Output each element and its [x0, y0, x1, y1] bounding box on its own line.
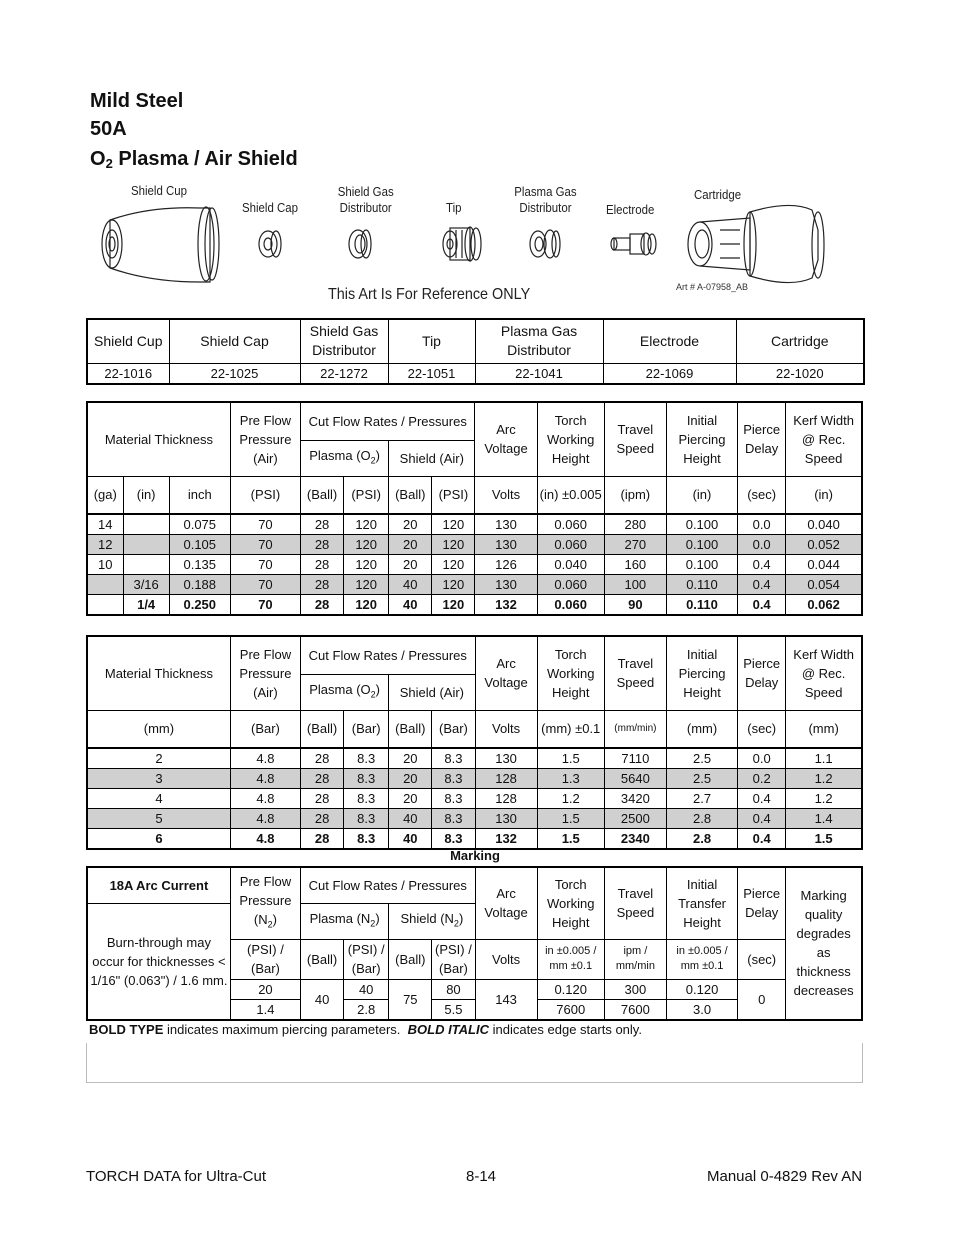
- table-cell: 1.5: [537, 748, 604, 769]
- table-cell: 8.3: [432, 748, 475, 769]
- value-cell: 3.0: [666, 999, 737, 1020]
- table-cell: 120: [432, 575, 475, 595]
- unit-cell: (mm/min): [604, 710, 666, 748]
- value-cell: 5.5: [432, 999, 475, 1020]
- table-cell: 28: [301, 514, 344, 535]
- table-cell: 0.040: [537, 555, 604, 575]
- unit-cell: ipm / mm/min: [604, 939, 666, 979]
- table-cell: 28: [301, 595, 344, 616]
- header-pierce-delay: Pierce Delay: [738, 867, 786, 939]
- table-cell: 120: [432, 555, 475, 575]
- value-cell: 2.8: [344, 999, 389, 1020]
- table-cell: 20: [389, 555, 432, 575]
- table-cell: 20: [389, 748, 432, 769]
- unit-cell: in ±0.005 / mm ±0.1: [666, 939, 737, 979]
- unit-cell: (Bar): [432, 710, 475, 748]
- marking-section-title: Marking: [450, 848, 500, 863]
- table-cell: 1.2: [786, 789, 862, 809]
- part-number-cell: 22-1020: [736, 363, 864, 384]
- table-cell: 8.3: [432, 789, 475, 809]
- label-shield-gas-distributor: Shield Gas Distributor: [337, 184, 394, 215]
- value-cell: 1.4: [230, 999, 300, 1020]
- header-cut-flow: Cut Flow Rates / Pressures: [301, 867, 475, 903]
- table-cell: 0.2: [738, 769, 786, 789]
- table-cell: 1.4: [786, 809, 862, 829]
- table-cell: 40: [389, 575, 432, 595]
- header-travel-speed: Travel Speed: [604, 636, 666, 710]
- value-cell: 7600: [604, 999, 666, 1020]
- unit-cell: (sec): [738, 939, 786, 979]
- table-cell: 70: [230, 514, 300, 535]
- unit-cell: Volts: [475, 939, 537, 979]
- mm-header-row-1: [87, 636, 862, 674]
- marking-chart: [86, 866, 863, 1021]
- marking-header-row-1: [87, 867, 862, 903]
- part-number-cell: 22-1025: [169, 363, 300, 384]
- notes-box: [86, 1043, 863, 1083]
- table-cell: 40: [389, 829, 432, 850]
- table-cell: 0.110: [666, 595, 737, 616]
- table-cell: 7110: [604, 748, 666, 769]
- parts-header-row: [87, 319, 864, 363]
- table-cell: 5: [87, 809, 230, 829]
- parts-header-cell: Tip: [388, 319, 475, 363]
- table-cell: 4.8: [230, 829, 300, 850]
- table-cell: 0.110: [666, 575, 737, 595]
- header-travel-speed: Travel Speed: [604, 402, 666, 476]
- header-arc-voltage: Arc Voltage: [475, 636, 537, 710]
- table-row: [87, 535, 862, 555]
- unit-cell: (Ball): [301, 939, 344, 979]
- value-cell: 75: [389, 979, 432, 1020]
- table-cell: 0.4: [738, 595, 786, 616]
- table-cell: 130: [475, 809, 537, 829]
- inch-cut-chart: [86, 401, 863, 616]
- table-cell: 6: [87, 829, 230, 850]
- table-cell: 2: [87, 748, 230, 769]
- table-cell: 20: [389, 789, 432, 809]
- header-initial-piercing: Initial Piercing Height: [666, 402, 737, 476]
- label-tip: Tip: [446, 200, 462, 215]
- table-cell: 3420: [604, 789, 666, 809]
- unit-cell: (Ball): [389, 476, 432, 514]
- page-title-material: Mild Steel: [90, 90, 184, 112]
- parts-header-cell: Shield Cap: [169, 319, 300, 363]
- table-cell: 90: [604, 595, 666, 616]
- table-cell: 28: [301, 789, 344, 809]
- table-cell: 28: [301, 829, 344, 850]
- table-cell: 0.4: [738, 575, 786, 595]
- table-cell: [87, 575, 123, 595]
- legend-bold-italic-label: BOLD ITALIC: [407, 1022, 489, 1037]
- value-cell: 0.120: [537, 979, 604, 999]
- table-cell: [123, 514, 169, 535]
- unit-cell: (Ball): [301, 710, 344, 748]
- table-row: [87, 809, 862, 829]
- mm-units-row: [87, 710, 862, 748]
- table-cell: 3/16: [123, 575, 169, 595]
- label-electrode: Electrode: [606, 202, 655, 217]
- part-number-cell: 22-1016: [87, 363, 169, 384]
- value-cell: 0: [738, 979, 786, 1020]
- table-cell: 4.8: [230, 789, 300, 809]
- table-cell: 8.3: [344, 748, 389, 769]
- tip-drawing: [443, 227, 481, 261]
- label-cartridge: Cartridge: [694, 187, 742, 202]
- table-cell: 120: [344, 595, 389, 616]
- unit-cell: (PSI): [432, 476, 475, 514]
- unit-cell: (Ball): [301, 476, 344, 514]
- unit-cell: (PSI) / (Bar): [432, 939, 475, 979]
- header-material-thickness: Material Thickness: [87, 636, 230, 710]
- table-cell: 70: [230, 595, 300, 616]
- unit-cell: (Bar): [344, 710, 389, 748]
- value-cell: 0.120: [666, 979, 737, 999]
- table-cell: 0.040: [786, 514, 862, 535]
- table-cell: 0.0: [738, 748, 786, 769]
- table-cell: 4.8: [230, 809, 300, 829]
- table-cell: 1.2: [537, 789, 604, 809]
- table-cell: 70: [230, 535, 300, 555]
- table-cell: 70: [230, 575, 300, 595]
- value-cell: 80: [432, 979, 475, 999]
- table-cell: 120: [432, 535, 475, 555]
- table-cell: 100: [604, 575, 666, 595]
- table-cell: 0.4: [738, 829, 786, 850]
- unit-cell: (ga): [87, 476, 123, 514]
- unit-cell: inch: [169, 476, 230, 514]
- table-cell: 130: [475, 575, 537, 595]
- table-cell: 8.3: [344, 809, 389, 829]
- table-cell: 0.4: [738, 789, 786, 809]
- table-row: [87, 575, 862, 595]
- table-cell: 2500: [604, 809, 666, 829]
- metric-cut-chart: [86, 635, 863, 850]
- header-pierce-delay: Pierce Delay: [738, 402, 786, 476]
- plasma-gas-distributor-drawing: [530, 230, 560, 258]
- art-number: Art # A-07958_AB: [676, 282, 749, 292]
- unit-cell: (mm): [666, 710, 737, 748]
- table-cell: 0.060: [537, 535, 604, 555]
- table-cell: 28: [301, 555, 344, 575]
- burn-through-note: Burn-through may occur for thicknesses < 1/16" (0.063") / 1.6 mm.: [87, 903, 230, 1020]
- value-cell: 7600: [537, 999, 604, 1020]
- table-cell: 8.3: [344, 789, 389, 809]
- table-cell: 0.060: [537, 575, 604, 595]
- unit-cell: (PSI) / (Bar): [344, 939, 389, 979]
- marking-quality-note: Marking quality degrades as thickness decreases: [786, 867, 862, 1020]
- table-cell: 0.100: [666, 555, 737, 575]
- table-cell: 0.4: [738, 809, 786, 829]
- part-number-cell: 22-1051: [388, 363, 475, 384]
- table-cell: 12: [87, 535, 123, 555]
- table-cell: 2.8: [666, 829, 737, 850]
- table-cell: 2.8: [666, 809, 737, 829]
- table-cell: 126: [475, 555, 537, 575]
- table-cell: 132: [475, 595, 537, 616]
- mm-data-body: [87, 748, 862, 849]
- unit-cell: (in) ±0.005: [537, 476, 604, 514]
- table-cell: 1.5: [786, 829, 862, 850]
- table-cell: 2340: [604, 829, 666, 850]
- header-kerf-width: Kerf Width @ Rec. Speed: [786, 402, 862, 476]
- table-cell: 0.044: [786, 555, 862, 575]
- table-cell: 14: [87, 514, 123, 535]
- value-cell: 40: [301, 979, 344, 1020]
- unit-cell: (sec): [738, 710, 786, 748]
- table-cell: 0.100: [666, 535, 737, 555]
- table-cell: [123, 535, 169, 555]
- table-row: [87, 829, 862, 850]
- unit-cell: (mm): [87, 710, 230, 748]
- unit-cell: (in): [123, 476, 169, 514]
- table-cell: 0.250: [169, 595, 230, 616]
- parts-header-cell: Shield Cup: [87, 319, 169, 363]
- header-plasma-n2: Plasma $(N_2)$: [301, 903, 389, 939]
- table-cell: 20: [389, 769, 432, 789]
- table-row: [87, 555, 862, 575]
- table-cell: 8.3: [432, 809, 475, 829]
- torch-parts-illustration: [90, 190, 850, 286]
- part-number-cell: 22-1069: [603, 363, 736, 384]
- table-cell: 2.5: [666, 748, 737, 769]
- table-cell: 0.135: [169, 555, 230, 575]
- unit-cell: in ±0.005 / mm ±0.1: [537, 939, 604, 979]
- table-cell: 2.5: [666, 769, 737, 789]
- header-pre-flow: Pre Flow Pressure (Air): [230, 402, 300, 476]
- header-pre-flow-n2: Pre Flow Pressure $(N_2)$: [230, 867, 300, 939]
- header-pre-flow: Pre Flow Pressure (Air): [230, 636, 300, 710]
- table-cell: 120: [432, 514, 475, 535]
- table-cell: 0.075: [169, 514, 230, 535]
- table-cell: 0.060: [537, 595, 604, 616]
- footer-page-number: 8-14: [466, 1168, 497, 1185]
- inch-data-body: [87, 514, 862, 615]
- table-cell: 4.8: [230, 748, 300, 769]
- unit-cell: Volts: [475, 710, 537, 748]
- table-cell: 28: [301, 748, 344, 769]
- header-shield-n2: Shield $(N_2)$: [389, 903, 475, 939]
- parts-header-cell: Plasma Gas Distributor: [475, 319, 603, 363]
- table-cell: 10: [87, 555, 123, 575]
- table-row: [87, 514, 862, 535]
- unit-cell: (Ball): [389, 939, 432, 979]
- table-cell: 130: [475, 514, 537, 535]
- header-arc-voltage: Arc Voltage: [475, 402, 537, 476]
- table-cell: 5640: [604, 769, 666, 789]
- label-shield-cap: Shield Cap: [242, 200, 298, 215]
- inch-header-row-1: [87, 402, 862, 440]
- header-shield-air: Shield (Air): [389, 440, 475, 476]
- unit-cell: (ipm): [604, 476, 666, 514]
- unit-cell: Volts: [475, 476, 537, 514]
- header-arc-voltage: Arc Voltage: [475, 867, 537, 939]
- unit-cell: (PSI): [344, 476, 389, 514]
- shield-cup-drawing: [102, 207, 219, 282]
- unit-cell: (PSI) / (Bar): [230, 939, 300, 979]
- table-cell: 0.0: [738, 514, 786, 535]
- table-cell: 0.4: [738, 555, 786, 575]
- table-cell: 0.105: [169, 535, 230, 555]
- table-cell: 120: [344, 575, 389, 595]
- table-row: [87, 595, 862, 616]
- parts-number-row: [87, 363, 864, 384]
- legend-bold-text: indicates maximum piercing parameters.: [163, 1022, 401, 1037]
- header-pierce-delay: Pierce Delay: [738, 636, 786, 710]
- table-cell: 1.5: [537, 809, 604, 829]
- table-cell: 128: [475, 769, 537, 789]
- value-cell: 300: [604, 979, 666, 999]
- unit-cell: (mm) ±0.1: [537, 710, 604, 748]
- header-kerf-width: Kerf Width @ Rec. Speed: [786, 636, 862, 710]
- header-shield-air: Shield (Air): [389, 674, 475, 710]
- inch-units-row: [87, 476, 862, 514]
- table-cell: 0.188: [169, 575, 230, 595]
- table-cell: 280: [604, 514, 666, 535]
- cartridge-drawing: [688, 205, 824, 282]
- table-cell: 130: [475, 748, 537, 769]
- value-cell: 143: [475, 979, 537, 1020]
- part-number-cell: 22-1272: [300, 363, 388, 384]
- table-cell: 1.2: [786, 769, 862, 789]
- unit-cell: (in): [666, 476, 737, 514]
- table-cell: 1.3: [537, 769, 604, 789]
- value-cell: 20: [230, 979, 300, 999]
- part-number-cell: 22-1041: [475, 363, 603, 384]
- legend-bold-label: BOLD TYPE: [89, 1022, 164, 1037]
- legend-bold-italic-text: indicates edge starts only.: [488, 1022, 642, 1037]
- table-cell: [123, 555, 169, 575]
- header-travel-speed: Travel Speed: [604, 867, 666, 939]
- table-cell: 120: [344, 555, 389, 575]
- table-row: [87, 748, 862, 769]
- unit-cell: (mm): [786, 710, 862, 748]
- header-torch-height: Torch Working Height: [537, 867, 604, 939]
- table-cell: 70: [230, 555, 300, 575]
- reference-note: This Art Is For Reference ONLY: [328, 286, 531, 303]
- table-cell: 28: [301, 809, 344, 829]
- table-cell: 1/4: [123, 595, 169, 616]
- parts-header-cell: Shield Gas Distributor: [300, 319, 388, 363]
- table-cell: 8.3: [432, 769, 475, 789]
- unit-cell: (Ball): [389, 710, 432, 748]
- label-shield-cup: Shield Cup: [131, 183, 187, 198]
- unit-cell: (PSI): [230, 476, 300, 514]
- table-cell: 132: [475, 829, 537, 850]
- header-cut-flow: Cut Flow Rates / Pressures: [301, 636, 475, 674]
- table-cell: 160: [604, 555, 666, 575]
- table-cell: 2.7: [666, 789, 737, 809]
- header-plasma-o2: Plasma $(O_2)$: [301, 440, 389, 476]
- table-cell: 28: [301, 575, 344, 595]
- table-cell: 8.3: [344, 829, 389, 850]
- header-initial-transfer: Initial Transfer Height: [666, 867, 737, 939]
- table-cell: 8.3: [344, 769, 389, 789]
- parts-header-cell: Electrode: [603, 319, 736, 363]
- table-cell: 1.5: [537, 829, 604, 850]
- arc-current-label: 18A Arc Current: [87, 867, 230, 903]
- unit-cell: (in): [786, 476, 862, 514]
- shield-cap-drawing: [259, 231, 281, 257]
- header-material-thickness: Material Thickness: [87, 402, 230, 476]
- header-initial-piercing: Initial Piercing Height: [666, 636, 737, 710]
- table-cell: 0.100: [666, 514, 737, 535]
- table-cell: 40: [389, 595, 432, 616]
- page-title-amperage: 50A: [90, 118, 127, 140]
- header-torch-height: Torch Working Height: [537, 402, 604, 476]
- table-cell: 120: [432, 595, 475, 616]
- table-cell: 3: [87, 769, 230, 789]
- table-cell: 28: [301, 769, 344, 789]
- table-row: [87, 789, 862, 809]
- table-cell: 20: [389, 535, 432, 555]
- table-cell: 270: [604, 535, 666, 555]
- unit-cell: (Bar): [230, 710, 300, 748]
- table-cell: 130: [475, 535, 537, 555]
- table-cell: 0.052: [786, 535, 862, 555]
- parts-table: [86, 318, 865, 385]
- shield-gas-distributor-drawing: [349, 230, 371, 258]
- header-cut-flow: Cut Flow Rates / Pressures: [301, 402, 475, 440]
- table-cell: 20: [389, 514, 432, 535]
- table-cell: 128: [475, 789, 537, 809]
- table-cell: 0.054: [786, 575, 862, 595]
- unit-cell: (sec): [738, 476, 786, 514]
- header-torch-height: Torch Working Height: [537, 636, 604, 710]
- legend-note: [89, 1022, 642, 1037]
- page-title-gas: $O_2$ Plasma / Air Shield: [90, 148, 298, 171]
- table-cell: 0.062: [786, 595, 862, 616]
- table-row: [87, 769, 862, 789]
- table-cell: 4.8: [230, 769, 300, 789]
- table-cell: 1.1: [786, 748, 862, 769]
- table-cell: 0.060: [537, 514, 604, 535]
- table-cell: 28: [301, 535, 344, 555]
- electrode-drawing: [611, 233, 656, 255]
- footer-manual-number: Manual 0-4829 Rev AN: [707, 1168, 863, 1185]
- parts-header-cell: Cartridge: [736, 319, 864, 363]
- table-cell: 4: [87, 789, 230, 809]
- value-cell: 40: [344, 979, 389, 999]
- label-plasma-gas-distributor: Plasma Gas Distributor: [514, 184, 577, 215]
- table-cell: 120: [344, 514, 389, 535]
- table-cell: 8.3: [432, 829, 475, 850]
- header-plasma-o2: Plasma $(O_2)$: [301, 674, 389, 710]
- table-cell: 120: [344, 535, 389, 555]
- footer-section-title: TORCH DATA for Ultra-Cut: [86, 1168, 267, 1185]
- table-cell: 0.0: [738, 535, 786, 555]
- table-cell: 40: [389, 809, 432, 829]
- table-cell: [87, 595, 123, 616]
